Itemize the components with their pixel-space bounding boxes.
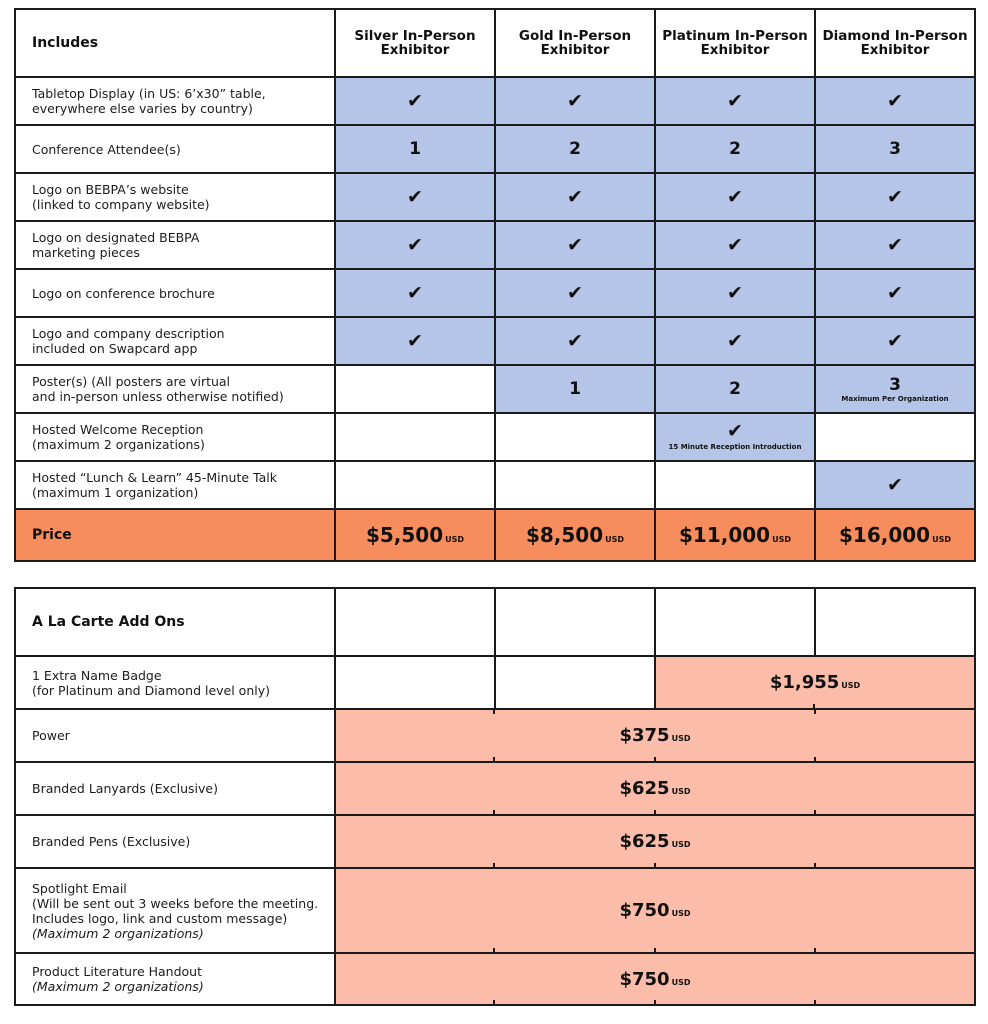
price-value: $625 bbox=[619, 778, 670, 799]
package-header-row bbox=[15, 9, 975, 77]
cell-diamond: 3 bbox=[815, 125, 975, 173]
table-row bbox=[15, 125, 975, 173]
addon-description: Product Literature Handout bbox=[32, 964, 203, 979]
cell-diamond bbox=[815, 269, 975, 317]
cell-silver bbox=[335, 365, 495, 413]
addon-price-cell bbox=[655, 656, 975, 709]
checkmark-icon: ✔ bbox=[567, 233, 583, 256]
cell-platinum bbox=[655, 413, 815, 461]
currency-label: USD bbox=[671, 909, 691, 918]
addon-label: Branded Lanyards (Exclusive) bbox=[15, 762, 335, 815]
cell-gold bbox=[495, 77, 655, 125]
price-value: $750 bbox=[619, 968, 670, 990]
price-value: $750 bbox=[619, 900, 670, 921]
cell-diamond bbox=[815, 173, 975, 221]
table-row bbox=[15, 656, 975, 709]
table-row bbox=[15, 269, 975, 317]
currency-label: USD bbox=[772, 535, 791, 544]
includes-heading: Includes bbox=[15, 9, 335, 77]
checkmark-icon: ✔ bbox=[887, 329, 903, 352]
checkmark-icon: ✔ bbox=[407, 89, 423, 112]
addons-header-row bbox=[15, 588, 975, 656]
cell-gold: 2 bbox=[495, 125, 655, 173]
addon-price-cell bbox=[335, 953, 975, 1005]
cell-diamond bbox=[815, 77, 975, 125]
checkmark-icon: ✔ bbox=[567, 185, 583, 208]
table-row bbox=[15, 221, 975, 269]
row-label: Hosted Welcome Reception (maximum 2 organizations) bbox=[15, 413, 335, 461]
table-row bbox=[15, 173, 975, 221]
cell-platinum bbox=[655, 221, 815, 269]
currency-label: USD bbox=[605, 535, 625, 544]
price-platinum bbox=[655, 509, 815, 561]
addon-note: (Maximum 2 organizations) bbox=[32, 979, 204, 994]
table-row bbox=[15, 413, 975, 461]
column-tick bbox=[654, 1000, 656, 1006]
checkmark-icon: ✔ bbox=[407, 233, 423, 256]
cell-platinum bbox=[655, 461, 815, 509]
table-row bbox=[15, 365, 975, 413]
column-tick bbox=[814, 708, 816, 714]
checkmark-icon: ✔ bbox=[727, 89, 743, 112]
currency-label: USD bbox=[671, 977, 691, 987]
checkmark-icon: ✔ bbox=[887, 89, 903, 112]
table-row bbox=[15, 317, 975, 365]
currency-label: USD bbox=[671, 840, 691, 849]
addon-label bbox=[15, 953, 335, 1005]
cell-silver: 1 bbox=[335, 125, 495, 173]
price-silver bbox=[335, 509, 495, 561]
addons-heading: A La Carte Add Ons bbox=[15, 588, 335, 656]
row-label: Poster(s) (All posters are virtual and in-person unless otherwise notified) bbox=[15, 365, 335, 413]
checkmark-icon: ✔ bbox=[727, 281, 743, 304]
row-label: Logo on designated BEBPA marketing pieces bbox=[15, 221, 335, 269]
currency-label: USD bbox=[932, 535, 951, 544]
currency-label: USD bbox=[445, 535, 465, 544]
tier-gold-header: Gold In-Person Exhibitor bbox=[495, 9, 655, 77]
table-row bbox=[15, 815, 975, 868]
price-value: $375 bbox=[619, 725, 670, 746]
cell-gold bbox=[495, 413, 655, 461]
column-tick bbox=[493, 708, 495, 714]
package-table bbox=[14, 8, 976, 562]
price-gold bbox=[495, 509, 655, 561]
addons-header-cell bbox=[815, 588, 975, 656]
checkmark-icon: ✔ bbox=[887, 473, 903, 496]
currency-label: USD bbox=[671, 787, 691, 796]
cell-platinum bbox=[655, 269, 815, 317]
cell-platinum: 2 bbox=[655, 365, 815, 413]
row-label: Logo on BEBPA’s website (linked to company website) bbox=[15, 173, 335, 221]
cell-gold: 1 bbox=[495, 365, 655, 413]
price-diamond bbox=[815, 509, 975, 561]
checkmark-icon: ✔ bbox=[887, 281, 903, 304]
cell-gold bbox=[495, 317, 655, 365]
cell-note: Maximum Per Organization bbox=[841, 394, 949, 403]
table-row bbox=[15, 953, 975, 1005]
price-value: $1,955 bbox=[769, 672, 840, 693]
checkmark-icon: ✔ bbox=[887, 185, 903, 208]
addon-price-cell bbox=[335, 815, 975, 868]
checkmark-icon: ✔ bbox=[567, 89, 583, 112]
checkmark-icon: ✔ bbox=[407, 329, 423, 352]
cell-diamond bbox=[815, 365, 975, 413]
table-row bbox=[15, 868, 975, 953]
column-tick bbox=[493, 1000, 495, 1006]
addons-table bbox=[14, 587, 976, 1006]
table-row bbox=[15, 762, 975, 815]
table-row bbox=[15, 709, 975, 762]
currency-label: USD bbox=[841, 681, 861, 690]
price-value: $625 bbox=[619, 831, 670, 852]
table-row bbox=[15, 77, 975, 125]
cell-silver bbox=[335, 413, 495, 461]
addon-price-cell bbox=[335, 868, 975, 953]
addon-price-cell bbox=[335, 709, 975, 762]
price-value: $8,500 bbox=[525, 523, 604, 547]
addon-empty-cell bbox=[335, 656, 495, 709]
price-value: $5,500 bbox=[365, 523, 444, 547]
cell-gold bbox=[495, 221, 655, 269]
checkmark-icon: ✔ bbox=[567, 329, 583, 352]
checkmark-icon: ✔ bbox=[727, 329, 743, 352]
row-label: Logo and company description included on Swapcard app bbox=[15, 317, 335, 365]
checkmark-icon: ✔ bbox=[727, 420, 743, 442]
addons-header-cell bbox=[495, 588, 655, 656]
cell-platinum bbox=[655, 317, 815, 365]
row-label: Logo on conference brochure bbox=[15, 269, 335, 317]
cell-silver bbox=[335, 269, 495, 317]
row-label: Hosted “Lunch & Learn” 45-Minute Talk (maximum 1 organization) bbox=[15, 461, 335, 509]
cell-silver bbox=[335, 221, 495, 269]
cell-diamond bbox=[815, 413, 975, 461]
addons-header-cell bbox=[335, 588, 495, 656]
column-tick bbox=[814, 1000, 816, 1006]
cell-gold bbox=[495, 269, 655, 317]
addon-empty-cell bbox=[495, 656, 655, 709]
price-value: $16,000 bbox=[839, 523, 931, 547]
addon-label: Branded Pens (Exclusive) bbox=[15, 815, 335, 868]
addon-label: Power bbox=[15, 709, 335, 762]
checkmark-icon: ✔ bbox=[567, 281, 583, 304]
cell-diamond bbox=[815, 317, 975, 365]
row-label: Tabletop Display (in US: 6’x30” table, everywhere else varies by country) bbox=[15, 77, 335, 125]
checkmark-icon: ✔ bbox=[727, 233, 743, 256]
cell-diamond bbox=[815, 461, 975, 509]
addon-label bbox=[15, 868, 335, 953]
cell-platinum: 2 bbox=[655, 125, 815, 173]
price-label: Price bbox=[15, 509, 335, 561]
cell-gold bbox=[495, 461, 655, 509]
addon-label: 1 Extra Name Badge (for Platinum and Diamond level only) bbox=[15, 656, 335, 709]
tier-platinum-header: Platinum In-Person Exhibitor bbox=[655, 9, 815, 77]
poster-count: 3 bbox=[889, 374, 901, 395]
checkmark-icon: ✔ bbox=[727, 185, 743, 208]
currency-label: USD bbox=[671, 734, 691, 743]
addon-description: Spotlight Email (Will be sent out 3 weeks before the meeting. Includes logo, link and custom message) bbox=[32, 880, 319, 926]
cell-silver bbox=[335, 77, 495, 125]
price-value: $11,000 bbox=[679, 523, 771, 547]
tier-silver-header: Silver In-Person Exhibitor bbox=[335, 9, 495, 77]
addon-price-cell bbox=[335, 762, 975, 815]
checkmark-icon: ✔ bbox=[407, 281, 423, 304]
table-row bbox=[15, 461, 975, 509]
cell-diamond bbox=[815, 221, 975, 269]
checkmark-icon: ✔ bbox=[887, 233, 903, 256]
cell-note: 15 Minute Reception Introduction bbox=[668, 443, 802, 451]
price-row bbox=[15, 509, 975, 561]
addons-header-cell bbox=[655, 588, 815, 656]
cell-silver bbox=[335, 173, 495, 221]
checkmark-icon: ✔ bbox=[407, 185, 423, 208]
cell-silver bbox=[335, 317, 495, 365]
cell-silver bbox=[335, 461, 495, 509]
cell-gold bbox=[495, 173, 655, 221]
cell-platinum bbox=[655, 173, 815, 221]
addon-note: (Maximum 2 organizations) bbox=[32, 925, 204, 941]
cell-platinum bbox=[655, 77, 815, 125]
row-label: Conference Attendee(s) bbox=[15, 125, 335, 173]
tier-diamond-header: Diamond In-Person Exhibitor bbox=[815, 9, 975, 77]
